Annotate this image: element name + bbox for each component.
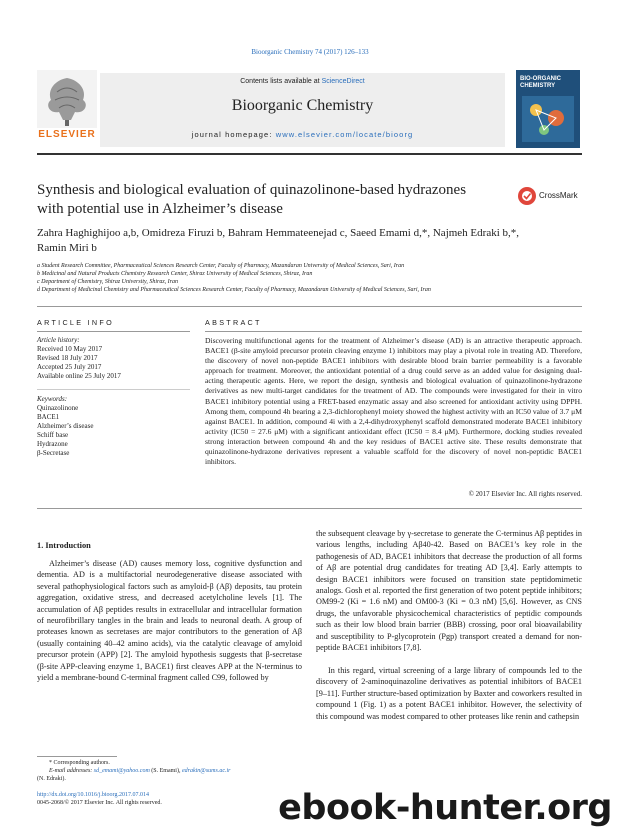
affiliation-a: a Student Research Committee, Pharmaceutical Sciences Research Center, Faculty of Pharmacy, Mazandaran University of Medical Sciences, Sari, Iran: [37, 263, 405, 269]
contents-prefix: Contents lists available at: [240, 78, 322, 85]
keyword-item: β-Secretase: [37, 449, 70, 457]
keyword-item: Alzheimer’s disease: [37, 422, 94, 430]
authors-line2: Ramin Miri b: [37, 242, 97, 254]
affiliation-d: d Department of Medicinal Chemistry and Pharmaceutical Sciences Research Center, Faculty of Pharmacy, Mazandaran University of Medical Sciences, Sari, Iran: [37, 287, 431, 293]
crossmark-badge[interactable]: [517, 186, 585, 206]
journal-cover-image: [516, 70, 580, 148]
crossmark-label: CrossMark: [539, 191, 578, 200]
cover-title-line1: BIO-ORGANIC: [520, 76, 561, 82]
cover-title-line2: CHEMISTRY: [520, 83, 556, 89]
header-divider: [37, 153, 582, 155]
keyword-item: BACE1: [37, 413, 60, 421]
affiliation-b: b Medicinal and Natural Products Chemistry Research Center, Shiraz University of Medical Sciences, Shiraz, Iran: [37, 271, 313, 277]
email-name-edraki: (N. Edraki).: [37, 776, 66, 782]
journal-homepage: [100, 130, 505, 139]
elsevier-tree-icon: [37, 70, 97, 128]
introduction-heading: 1. Introduction: [37, 541, 91, 550]
keyword-item: Quinazolinone: [37, 404, 79, 412]
intro-right-paragraph-1: the subsequent cleavage by γ-secretase to generate the C-terminus Aβ peptides in various lengths, including Aβ40-42. Based on BACE1’s key role in the pathogenesis of AD, BACE1 inhibitors that decrease the production of all forms of Aβ are potential drug candidates for treating AD [3,4]. Early attempts to design BACE1 inhibitors were focused on transition state peptidomimetic analogs. Gosh et al. reported the first generation of two potent peptide inhibitors; OM99-2 (Ki = 1.6 nM) and OM00-3 (Ki = 0.3 nM) [5,6]. However, as CNS drugs, the unfavorable physicochemical characteristics of peptidic compounds such as their low blood brain barrier (BBB) crossing, poor oral bioavailability and susceptibility to P-glycoprotein (Pgp) transport created a demand for non-peptide BACE1 inhibitors [7,8].: [316, 529, 582, 653]
author-list: [37, 226, 587, 256]
sciencedirect-link[interactable]: ScienceDirect: [321, 78, 365, 85]
history-online: Available online 25 July 2017: [37, 372, 121, 380]
email-link-edraki[interactable]: edrakin@sums.ac.ir: [181, 768, 231, 774]
article-history: [37, 336, 192, 381]
history-revised: Revised 18 July 2017: [37, 354, 98, 362]
publisher-logo-text: ELSEVIER: [38, 129, 96, 140]
abstract-heading: ABSTRACT: [205, 318, 262, 327]
abstract-bottom-rule: [37, 508, 582, 509]
intro-left-paragraph: Alzheimer’s disease (AD) causes memory loss, cognitive dysfunction and dementia. AD is a multifactorial neurodegenerative disease associated with several pathophysiological factors such as amyloid-β (Aβ) deposits, tau protein aggregation, oxidative stress, and decreased acetylcholine levels [1]. The accumulation of Aβ peptides results in extracellular and intracellular formation of neurofibrillary tangles in the brain and leads to neuronal death. A group of proteases known as secretases are major contributors to the generation of Aβ (usually containing 40–42 amino acids), via the catalytic cleavage of amyloid precursor protein (APP) [2]. The amyloid hypothesis suggests that β-secretase (β-site APP-cleaving enzyme 1, BACE1) first cleaves APP at the N-terminus to yield a membrane-bound C-terminal fragment called C99, followed by: [37, 559, 302, 683]
journal-name: Bioorganic Chemistry: [231, 97, 374, 114]
abstract-copyright: © 2017 Elsevier Inc. All rights reserved.: [468, 490, 582, 498]
issn-line: 0045-2068/© 2017 Elsevier Inc. All rights reserved.: [37, 800, 162, 806]
authors-line1: Zahra Haghighijoo a,b, Omidreza Firuzi b, Bahram Hemmateenejad c, Saeed Emami d,*, Najmeh Edraki b,*,: [37, 227, 520, 239]
homepage-link[interactable]: www.elsevier.com/locate/bioorg: [275, 130, 414, 139]
keyword-item: Hydrazone: [37, 440, 68, 448]
homepage-prefix: journal homepage:: [191, 130, 276, 139]
keywords-label: Keywords:: [37, 395, 68, 403]
article-title: [37, 181, 517, 219]
history-label: Article history:: [37, 336, 80, 344]
affiliation-divider: [37, 306, 582, 307]
article-info-rule: [37, 331, 190, 332]
footnotes: [37, 759, 302, 783]
intro-right-paragraph-2: In this regard, virtual screening of a large library of compounds led to the discovery of 2-aminoquinazoline derivatives as potential inhibitors of BACE1 [9–11]. Further structure-based optimization by Baxter and coworkers resulted in compound 1 (Fig. 1) as a potent BACE1 inhibitor. However, the selectivity of this compound was modest compared to other proteases like renin and cathepsin: [316, 666, 582, 721]
journal-header-band: [100, 73, 505, 147]
email-link-emami[interactable]: sd_emami@yahoo.com: [93, 768, 150, 774]
cover-molecule-icon: [522, 96, 574, 142]
email-name-emami: (S. Emami),: [149, 768, 182, 774]
history-accepted: Accepted 25 July 2017: [37, 363, 102, 371]
abstract-text: Discovering multifunctional agents for the treatment of Alzheimer’s disease (AD) is an attractive therapeutic approach. BACE1 (β-site amyloid precursor protein cleaving enzyme 1) inhibitors may play a pivotal role in treating AD. Therefore, the discovery of novel non-peptide BACE1 inhibitors with desirable blood brain barrier permeability is a favorable approach for treatment. Moreover, the antioxidant potential of a drug could serve as an added value for designing dual-acting therapeutic agents. Here, we report the design, synthesis and biological evaluation of quinazolinone-hydrazone derivatives as new multi-target candidates for the treatment of AD. The compounds were investigated for their in vitro BACE1 inhibitory potential using a FRET-based enzymatic assay and also screened for antioxidant activity using DPPH. Among them, compound 4h bearing a 2,3-dichlorophenyl moiety showed the highest activity with an IC50 value of 3.7 μM against BACE1. In addition, compound 4i with a 2,4-dihydroxyphenyl scaffold demonstrated moderate BACE1 inhibitory activity (IC50 = 27.6 μM) with a significant antioxidant effect (IC50 = 8.4 μM). Furthermore, docking studies revealed strong interaction between compound 4h and the key residues of BACE1 active site. These results demonstrate that quinazolinone-hydrazone derivatives represent a valuable scaffold for the discovery of novel non-peptidic BACE1 inhibitors.: [205, 336, 583, 467]
affiliation-c: c Department of Chemistry, Shiraz University, Shiraz, Iran: [37, 279, 178, 285]
contents-available: [100, 77, 505, 86]
article-title-line1: Synthesis and biological evaluation of quinazolinone-based hydrazones: [37, 182, 467, 198]
article-info-heading: ARTICLE INFO: [37, 318, 114, 327]
email-label: E-mail addresses:: [49, 768, 94, 774]
footnote-rule: [37, 756, 117, 757]
affiliations: [37, 262, 587, 294]
doi-link[interactable]: http://dx.doi.org/10.1016/j.bioorg.2017.07.014: [37, 792, 149, 798]
elsevier-logo: [37, 70, 97, 142]
crossmark-icon: [517, 186, 537, 206]
corresponding-note: * Corresponding authors.: [49, 760, 110, 766]
article-title-line2: with potential use in Alzheimer’s disease: [37, 201, 283, 217]
history-received: Received 10 May 2017: [37, 345, 103, 353]
keyword-item: Schiff base: [37, 431, 69, 439]
journal-citation[interactable]: Bioorganic Chemistry 74 (2017) 126–133: [251, 48, 369, 56]
abstract-rule: [205, 331, 582, 332]
watermark-text: ebook-hunter.org: [278, 788, 612, 828]
history-keyword-rule: [37, 389, 190, 390]
keywords: [37, 395, 192, 458]
email-line: [37, 767, 302, 775]
